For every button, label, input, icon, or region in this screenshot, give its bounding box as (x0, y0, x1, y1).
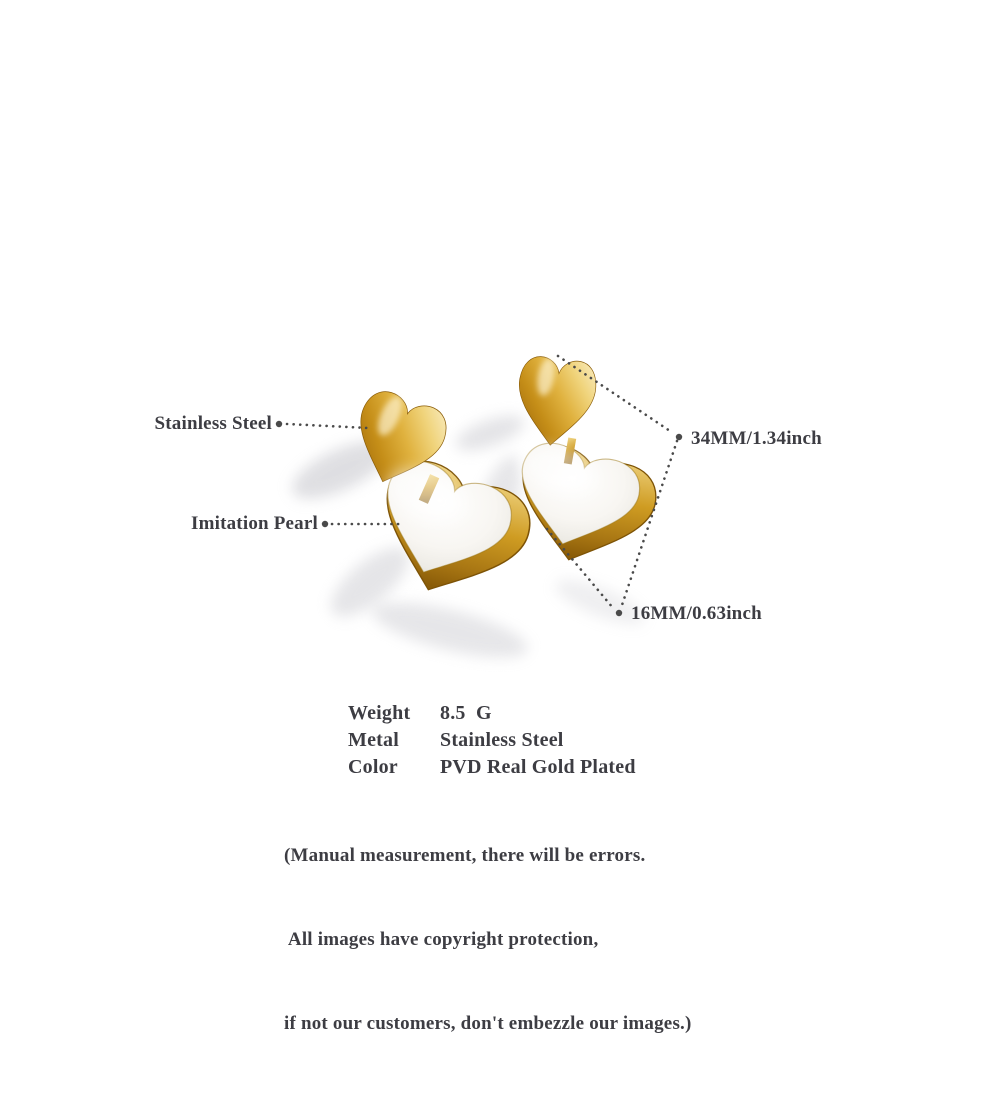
label-imitation-pearl: Imitation Pearl (190, 513, 318, 534)
disclaimer-line: All images have copyright protection, (284, 929, 599, 950)
right-earring (504, 354, 664, 578)
label-length-measurement: 34MM/1.34inch (691, 428, 822, 449)
gold-heart (512, 354, 599, 449)
label-stainless-steel: Stainless Steel (154, 413, 272, 434)
spec-label-color: Color (348, 756, 398, 778)
spec-value-metal: Stainless Steel (440, 729, 564, 751)
disclaimer-line: (Manual measurement, there will be errors. (284, 845, 646, 866)
shadow (452, 408, 529, 457)
disclaimer-text (284, 786, 692, 1094)
spec-table (348, 700, 636, 781)
disclaimer-line: if not our customers, don't embezzle our images.) (284, 1013, 692, 1034)
spec-value-weight: 8.5 G (440, 702, 492, 724)
dot-length (676, 434, 682, 440)
dot-imitation-pearl (322, 521, 328, 527)
leader-line-stainless-steel (287, 424, 368, 428)
shadow (368, 591, 533, 669)
label-width-measurement: 16MM/0.63inch (631, 603, 762, 624)
spec-label-metal: Metal (348, 729, 399, 751)
dot-stainless-steel (276, 421, 282, 427)
spec-value-color: PVD Real Gold Plated (440, 756, 636, 778)
spec-label-weight: Weight (348, 702, 411, 724)
dot-width (616, 610, 622, 616)
